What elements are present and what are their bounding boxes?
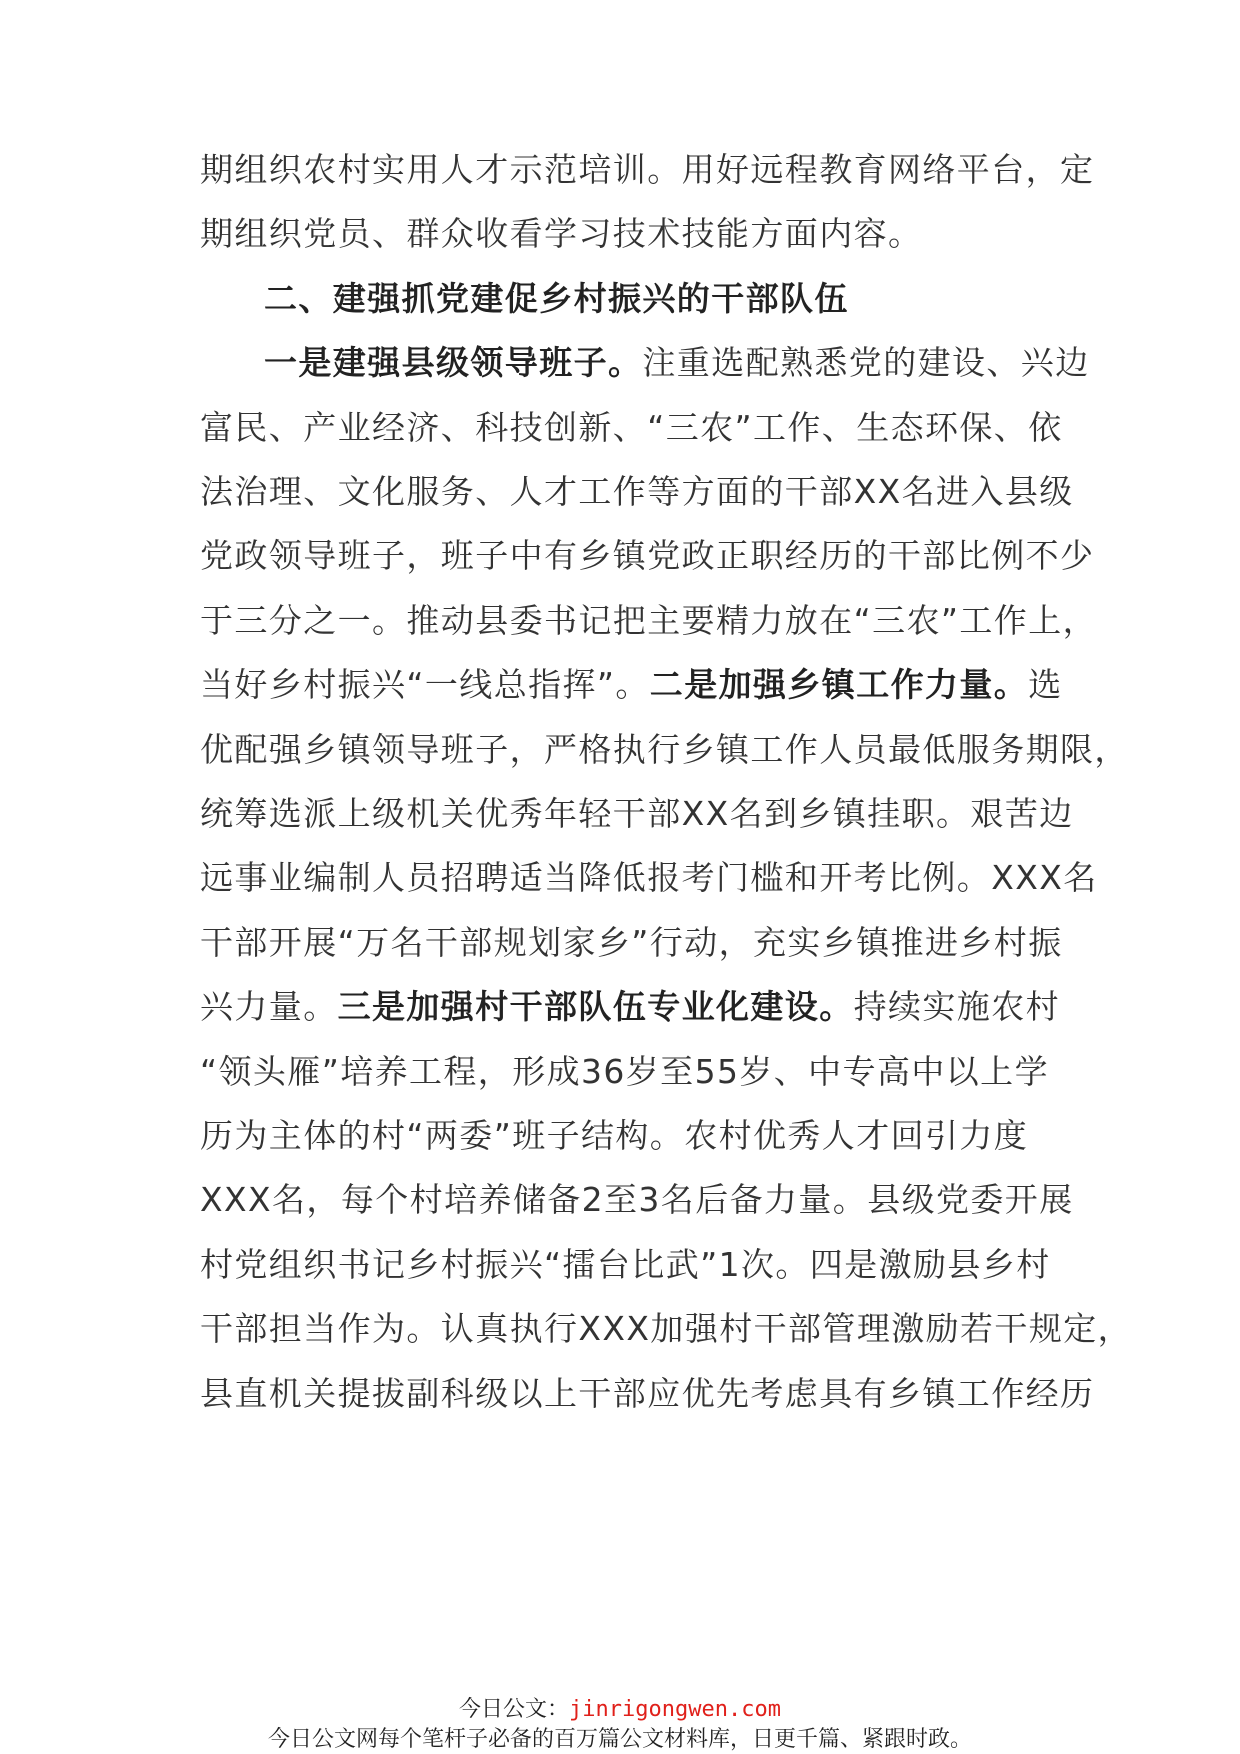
text-run: 兴力量。 <box>200 987 338 1026</box>
text-run: 期组织党员、群众收看学习技术技能方面内容。 <box>200 214 923 253</box>
text-run: 当好乡村振兴“一线总指挥”。 <box>200 665 650 704</box>
body-line <box>200 214 922 254</box>
text-run: 持续实施农村 <box>853 987 1061 1026</box>
body-line <box>200 1052 1049 1092</box>
body-line <box>264 279 849 319</box>
body-line <box>200 730 1129 770</box>
body-line <box>200 601 1097 641</box>
text-run: 党政领导班子，班子中有乡镇党政正职经历的干部比例不少 <box>200 536 1095 575</box>
text-run: 历为主体的村“两委”班子结构。农村优秀人才回引力度 <box>200 1116 1029 1155</box>
footer-slogan: 今日公文网每个笔杆子必备的百万篇公文材料库，日更千篇、紧跟时政。 <box>267 1727 972 1752</box>
body-line <box>200 1309 1132 1349</box>
text-run: 选 <box>1028 665 1063 704</box>
body-line <box>200 1374 1094 1414</box>
bold-phrase: 二、建强抓党建促乡村振兴的干部队伍 <box>264 279 849 318</box>
body-line <box>200 150 1094 190</box>
bold-phrase: 二是加强乡镇工作力量。 <box>649 665 1029 704</box>
text-run: 远事业编制人员招聘适当降低报考门槛和开考比例。XXX名 <box>200 858 1098 897</box>
text-run: 干部担当作为。认真执行XXX加强村干部管理激励若干规定， <box>200 1309 1133 1348</box>
body-line <box>264 343 1090 383</box>
footer-site-label: 今日公文： <box>459 1697 570 1722</box>
body-line <box>200 536 1094 576</box>
body-line <box>200 665 1063 705</box>
text-run: XXX名，每个村培养储备2至3名后备力量。县级党委开展 <box>200 1180 1074 1219</box>
text-run: 统筹选派上级机关优秀年轻干部XX名到乡镇挂职。艰苦边 <box>200 794 1074 833</box>
body-line <box>200 1180 1074 1220</box>
body-line <box>200 923 1063 963</box>
body-line <box>200 1245 1051 1285</box>
text-run: 干部开展“万名干部规划家乡”行动，充实乡镇推进乡村振 <box>200 923 1063 962</box>
footer-site-line <box>0 1696 1240 1724</box>
body-line <box>200 1116 1028 1156</box>
text-run: 注重选配熟悉党的建设、兴边 <box>642 343 1090 382</box>
bold-phrase: 一是建强县级领导班子。 <box>264 343 643 382</box>
text-run: 期组织农村实用人才示范培训。用好远程教育网络平台，定 <box>200 150 1095 189</box>
body-line <box>200 472 1074 512</box>
text-run: 优配强乡镇领导班子，严格执行乡镇工作人员最低服务期限， <box>200 730 1129 769</box>
text-run: 于三分之一。推动县委书记把主要精力放在“三农”工作上， <box>200 601 1097 640</box>
text-run: 法治理、文化服务、人才工作等方面的干部XX名进入县级 <box>200 472 1074 511</box>
body-line <box>200 858 1098 898</box>
text-run: “领头雁”培养工程，形成36岁至55岁、中专高中以上学 <box>200 1052 1049 1091</box>
text-run: 县直机关提拔副科级以上干部应优先考虑具有乡镇工作经历 <box>200 1374 1095 1413</box>
body-line <box>200 408 1063 448</box>
bold-phrase: 三是加强村干部队伍专业化建设。 <box>337 987 854 1026</box>
text-run: 富民、产业经济、科技创新、“三农”工作、生态环保、依 <box>200 408 1063 447</box>
body-line <box>200 987 1060 1027</box>
text-run: 村党组织书记乡村振兴“擂台比武”1次。四是激励县乡村 <box>200 1245 1051 1284</box>
footer-site-link[interactable]: jinrigongwen.com <box>569 1697 781 1722</box>
body-line <box>200 794 1074 834</box>
